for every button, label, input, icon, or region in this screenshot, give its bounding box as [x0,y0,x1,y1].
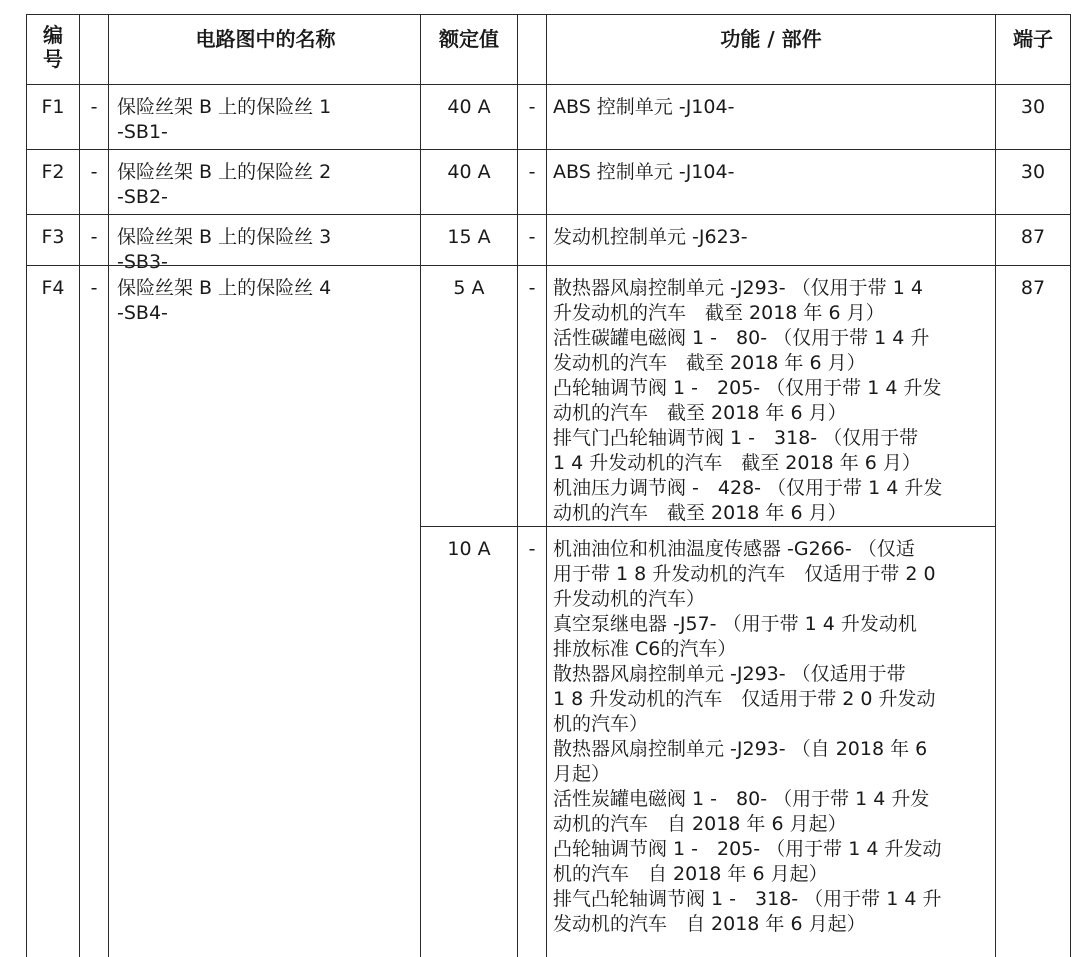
fuse-terminal: 30 [996,85,1071,150]
fuse-name: 保险丝架 B 上的保险丝 4 -SB4- [109,266,421,957]
table-header-row [27,15,1071,85]
fuse-terminal: 30 [996,150,1071,215]
fuse-number: F4 [27,266,80,957]
fuse-name: 保险丝架 B 上的保险丝 2 -SB2- [109,150,421,215]
fuse-rating: 40 A [421,150,518,215]
fuse-name: 保险丝架 B 上的保险丝 3 -SB3- [109,215,421,276]
fuse-table-f4 [26,265,1071,957]
dash-cell: - [80,266,109,957]
fuse-function: 机油油位和机油温度传感器 -G266- （仅适 用于带 1 8 升发动机的汽车 仅适用于带 2 0 升发动机的汽车） 真空泵继电器 -J57- （用于带 1 4 升发动机 排放标准 C6的汽车） 散热器风扇控制单元 -J293- （仅适用于带 1 8 升发动机的汽车 仅适用于带 2 0 升发动 机的汽车） 散热器风扇控制单元 -J293- （自 2018 年 6 月起） 活性炭罐电磁阀 1 - 80- （用于带 1 4 升发 动机的汽车 自 2018 年 6 月起） 凸轮轴调节阀 1 - 205- （用于带 1 4 升发动 机的汽车 自 2018 年 6 月起） 排气凸轮轴调节阀 1 - 318- （用于带 1 4 升 发动机的汽车 自 2018 年 6 月起） [547,527,996,957]
fuse-function: ABS 控制单元 -J104- [547,150,996,215]
dash-cell: - [80,215,109,276]
dash-cell: - [518,85,547,150]
dash-cell: - [518,527,547,957]
dash-cell: - [80,85,109,150]
fuse-rating: 10 A [421,527,518,957]
header-dash [80,15,109,85]
header-dash2 [518,15,547,85]
fuse-rating: 15 A [421,215,518,276]
dash-cell: - [518,215,547,276]
fuse-terminal: 87 [996,266,1071,957]
table-row [27,266,1071,527]
fuse-terminal: 87 [996,215,1071,276]
fuse-function: 散热器风扇控制单元 -J293- （仅用于带 1 4 升发动机的汽车 截至 2018 年 6 月） 活性碳罐电磁阀 1 - 80- （仅用于带 1 4 升 发动机的汽车 截至 2018 年 6 月） 凸轮轴调节阀 1 - 205- （仅用于带 1 4 升发 动机的汽车 截至 2018 年 6 月） 排气门凸轮轴调节阀 1 - 318- （仅用于带 1 4 升发动机的汽车 截至 2018 年 6 月） 机油压力调节阀 - 428- （仅用于带 1 4 升发 动机的汽车 截至 2018 年 6 月） [547,266,996,527]
fuse-number: F2 [27,150,80,215]
header-terminal: 端子 [996,15,1071,85]
fuse-rating: 5 A [421,266,518,527]
fuse-function: 发动机控制单元 -J623- [547,215,996,276]
fuse-name: 保险丝架 B 上的保险丝 1 -SB1- [109,85,421,150]
dash-cell: - [518,150,547,215]
header-number: 编 号 [27,15,80,85]
dash-cell: - [80,150,109,215]
dash-cell: - [518,266,547,527]
fuse-number: F3 [27,215,80,276]
table-row [27,85,1071,150]
header-name: 电路图中的名称 [109,15,421,85]
fuse-number: F1 [27,85,80,150]
fuse-rating: 40 A [421,85,518,150]
fuse-table-top [26,14,1071,275]
fuse-function: ABS 控制单元 -J104- [547,85,996,150]
table-row [27,150,1071,215]
header-rating: 额定值 [421,15,518,85]
header-function: 功能 / 部件 [547,15,996,85]
